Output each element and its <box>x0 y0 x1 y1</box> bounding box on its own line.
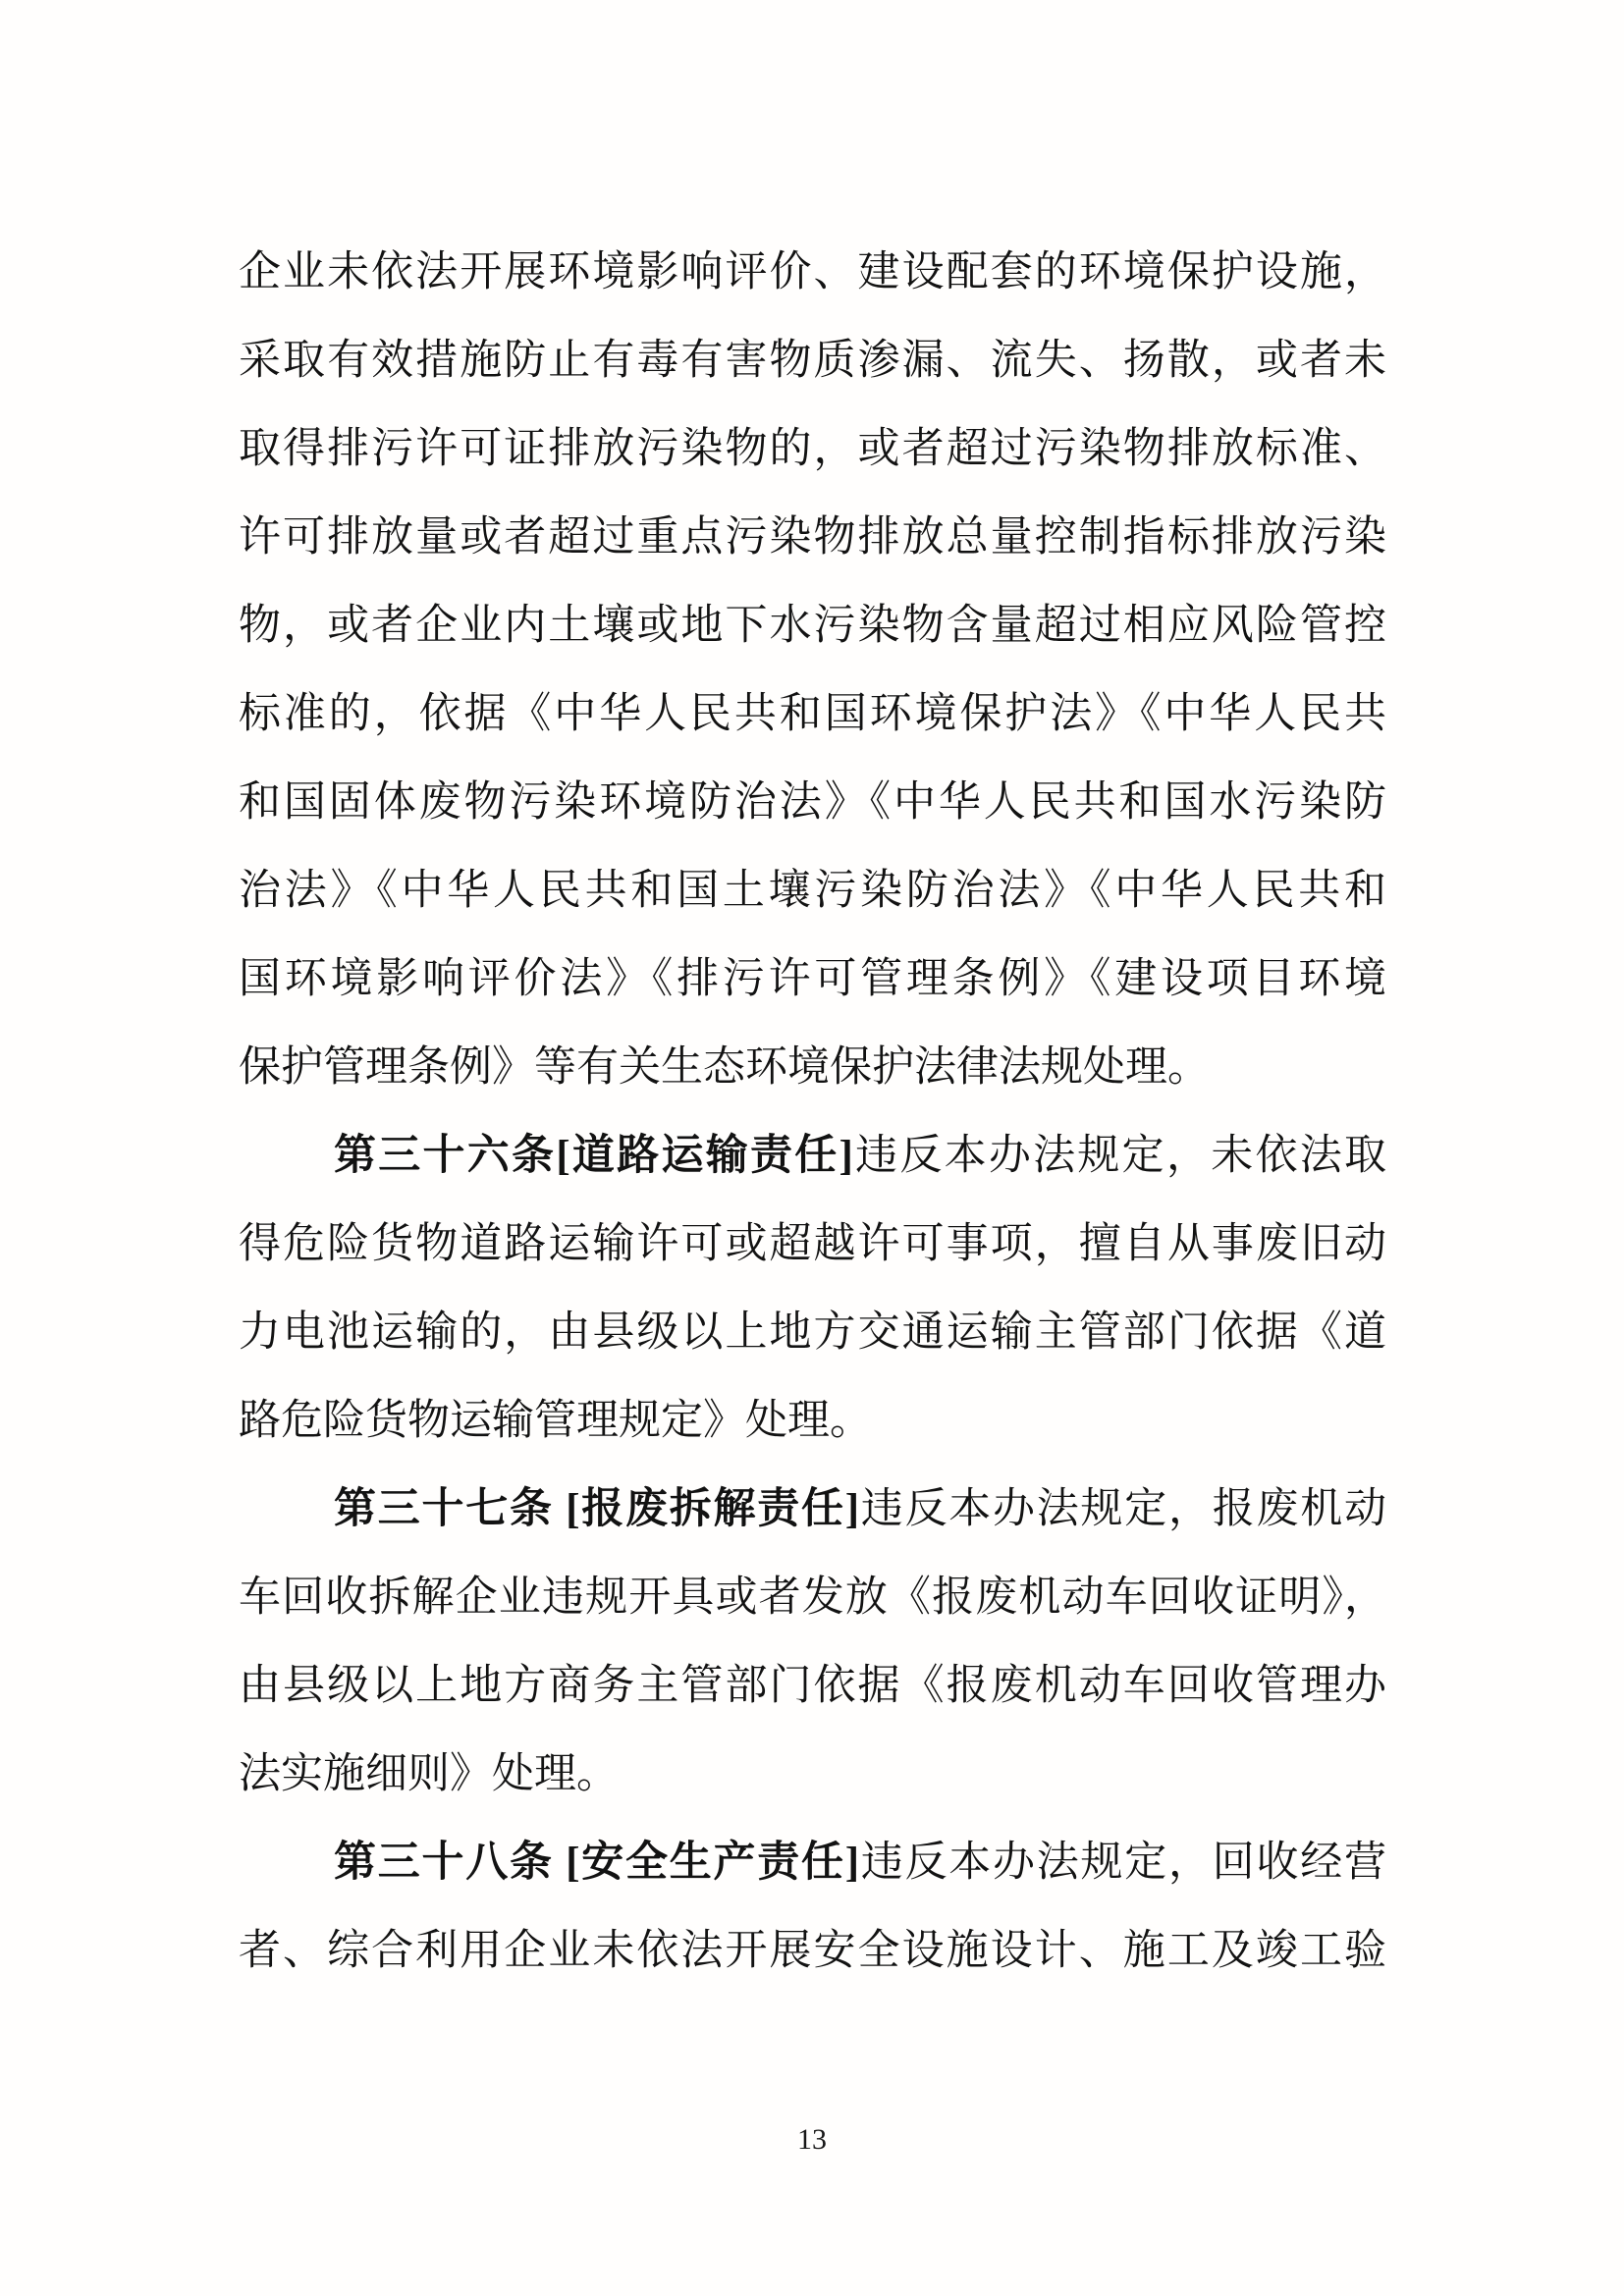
text-line <box>239 935 1386 1024</box>
text-line <box>239 1554 1386 1642</box>
text-line <box>239 1201 1386 1289</box>
line-text: 得危险货物道路运输许可或超越许可事项，擅自从事废旧动 <box>239 1221 1386 1267</box>
text-line <box>239 1289 1386 1377</box>
text-line <box>239 1907 1386 1996</box>
article-heading: 第三十七条 [报废拆解责任] <box>334 1486 860 1532</box>
text-line <box>239 1819 1386 1907</box>
line-text: 法实施细则》处理。 <box>239 1751 619 1797</box>
line-text: 车回收拆解企业违规开具或者发放《报废机动车回收证明》， <box>239 1575 1386 1621</box>
line-text: 违反本办法规定，回收经营 <box>859 1840 1387 1886</box>
text-line <box>239 759 1386 847</box>
text-line <box>239 1642 1386 1731</box>
line-text: 企业未依法开展环境影响评价、建设配套的环境保护设施， <box>239 249 1386 295</box>
line-text: 治法》《中华人民共和国土壤污染防治法》《中华人民共和 <box>239 868 1386 914</box>
page-number: 13 <box>797 2123 827 2156</box>
line-text: 和国固体废物污染环境防治法》《中华人民共和国水污染防 <box>239 779 1386 826</box>
line-text: 取得排污许可证排放污染物的，或者超过污染物排放标准、 <box>239 426 1386 472</box>
line-text: 违反本办法规定，未依法取 <box>852 1133 1387 1179</box>
document-body <box>239 229 1386 1996</box>
line-text: 违反本办法规定，报废机动 <box>859 1486 1387 1532</box>
article-heading: 第三十八条 [安全生产责任] <box>334 1840 860 1886</box>
line-text: 标准的，依据《中华人民共和国环境保护法》《中华人民共 <box>239 691 1386 737</box>
line-text: 保护管理条例》等有关生态环境保护法律法规处理。 <box>239 1044 1210 1091</box>
text-line <box>239 847 1386 935</box>
line-text: 采取有效措施防止有毒有害物质渗漏、流失、扬散，或者未 <box>239 338 1386 384</box>
text-line <box>239 1731 1386 1819</box>
line-text: 国环境影响评价法》《排污许可管理条例》《建设项目环境 <box>239 956 1386 1002</box>
text-line <box>239 1377 1386 1466</box>
line-text: 力电池运输的，由县级以上地方交通运输主管部门依据《道 <box>239 1309 1386 1356</box>
line-text: 由县级以上地方商务主管部门依据《报废机动车回收管理办 <box>239 1663 1386 1709</box>
text-line <box>239 670 1386 759</box>
text-line <box>239 582 1386 670</box>
line-text: 物，或者企业内土壤或地下水污染物含量超过相应风险管控 <box>239 603 1386 649</box>
text-line <box>239 229 1386 317</box>
article-heading: 第三十六条[道路运输责任] <box>334 1133 853 1179</box>
text-line <box>239 405 1386 494</box>
text-line <box>239 1112 1386 1201</box>
line-text: 许可排放量或者超过重点污染物排放总量控制指标排放污染 <box>239 514 1386 561</box>
text-line <box>239 317 1386 405</box>
text-line <box>239 494 1386 582</box>
text-line <box>239 1466 1386 1554</box>
line-text: 路危险货物运输管理规定》处理。 <box>239 1398 872 1444</box>
line-text: 者、综合利用企业未依法开展安全设施设计、施工及竣工验 <box>239 1928 1386 1974</box>
text-line <box>239 1024 1386 1112</box>
